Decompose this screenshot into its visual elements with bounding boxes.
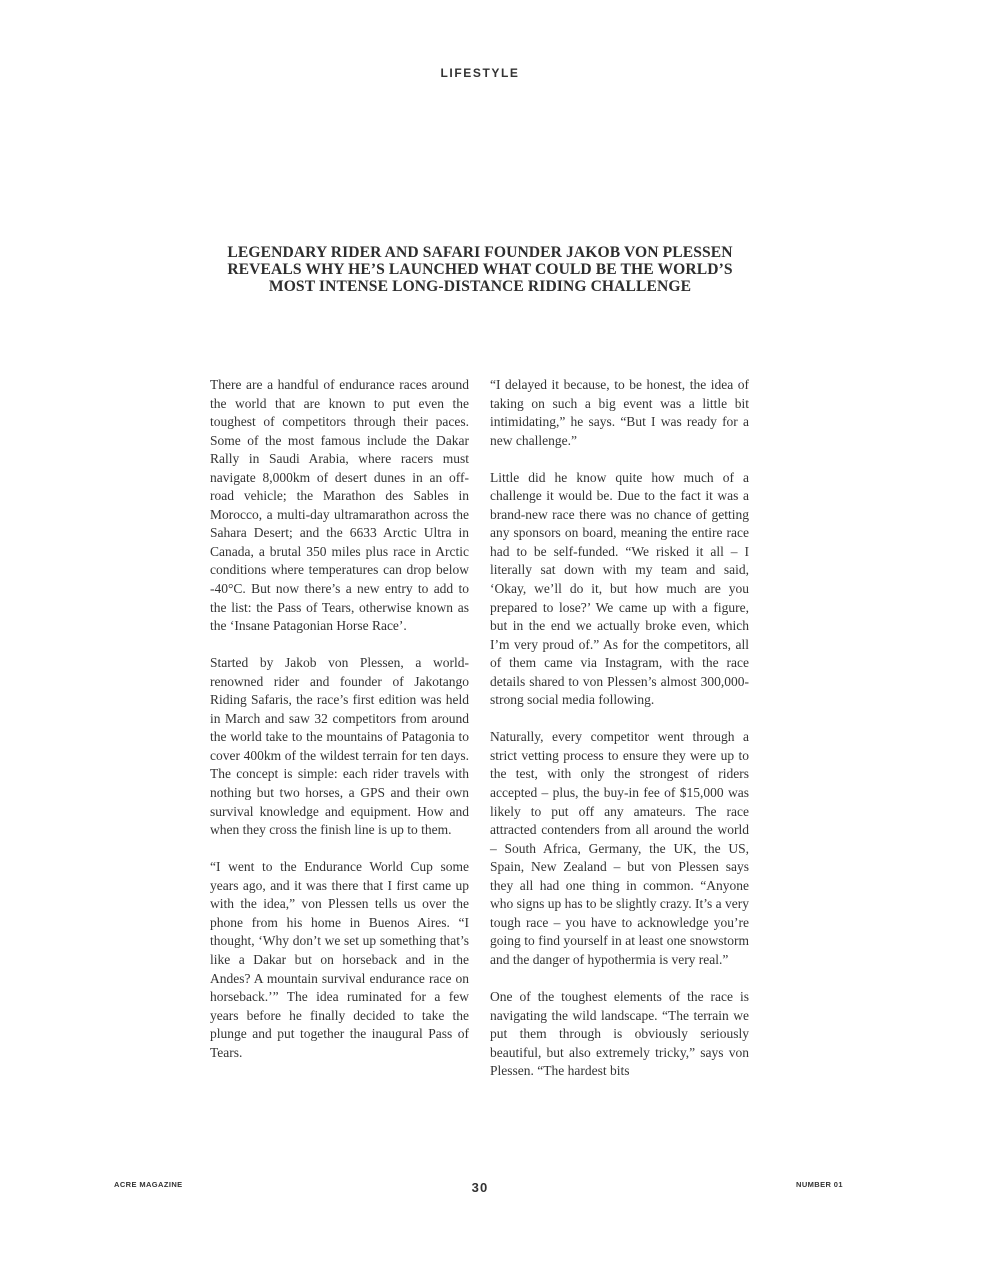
article-paragraph: “I went to the Endurance World Cup some years ago, and it was there that I first came up with the idea,” von Plessen tells us over the phone from his home in Buenos Aires. “I thought, ‘Why don’t we set up something that’s like a Dakar but on horseback and in the Andes? A mountain survival endurance race on horseback.’” The idea ruminated for a few years before he finally decided to take the plunge and put together the inaugural Pass of Tears.: [210, 859, 469, 1060]
standfirst-line-3: MOST INTENSE LONG-DISTANCE RIDING CHALLENGE: [268, 278, 692, 295]
section-label: LIFESTYLE: [440, 66, 520, 80]
article-paragraph: Started by Jakob von Plessen, a world-renowned rider and founder of Jakotango Riding Safaris, the race’s first edition was held in March and saw 32 competitors from around the world take to the mountains of Patagonia to cover 400km of the wildest terrain for ten days. The concept is simple: each rider travels with nothing but two horses, a GPS and their own survival knowledge and equipment. How and when they cross the finish line is up to them.: [210, 655, 469, 838]
article-paragraph: One of the toughest elements of the race is navigating the wild landscape. “The terrain we put them through is obviously seriously beautiful, but also extremely tricky,” says von Plessen. “The hardest bits: [490, 989, 749, 1079]
footer-publication-name: ACRE MAGAZINE: [114, 1180, 183, 1189]
footer-issue-number: NUMBER 01: [796, 1180, 843, 1189]
article-standfirst: [200, 244, 760, 295]
page-number: 30: [471, 1180, 489, 1195]
standfirst-line-2: REVEALS WHY HE’S LAUNCHED WHAT COULD BE THE WORLD’S: [227, 261, 733, 278]
article-column-right: [490, 376, 749, 1081]
article-paragraph: “I delayed it because, to be honest, the idea of taking on such a big event was a little bit intimidating,” he says. “But I was ready for a new challenge.”: [490, 377, 749, 448]
article-paragraph: Naturally, every competitor went through a strict vetting process to ensure they were up to the test, with only the strongest of riders accepted – plus, the buy-in fee of $15,000 was likely to put off any amateurs. The race attracted contenders from all around the world – South Africa, Germany, the UK, the US, Spain, New Zealand – but von Plessen says they all had one thing in common. “Anyone who signs up has to be slightly crazy. It’s a very tough race – you have to acknowledge you’re going to find yourself in at least one snowstorm and the danger of hypothermia is very real.”: [490, 729, 749, 967]
article-column-left: [210, 376, 469, 1062]
article-paragraph: Little did he know quite how much of a challenge it would be. Due to the fact it was a brand-new race there was no chance of getting any sponsors on board, meaning the entire race had to be self-funded. “We risked it all – I literally sat down with my team and said, ‘Okay, we’ll do it, but how much are you prepared to lose?’ We came up with a figure, but in the end we actually broke even, which I’m very proud of.” As for the competitors, all of them came via Instagram, with the race details shared to von Plessen’s almost 300,000-strong social media following.: [490, 469, 749, 708]
article-paragraph: There are a handful of endurance races around the world that are known to put even the toughest of competitors through their paces. Some of the most famous include the Dakar Rally in Saudi Arabia, where racers must navigate 8,000km of desert dunes in an off-road vehicle; the Marathon des Sables in Morocco, a multi-day ultramarathon across the Sahara Desert; and the 6633 Arctic Ultra in Canada, a brutal 350 miles plus race in Arctic conditions where temperatures can drop below -40°C. But now there’s a new entry to add to the list: the Pass of Tears, otherwise known as the ‘Insane Patagonian Horse Race’.: [210, 377, 469, 634]
standfirst-line-1: LEGENDARY RIDER AND SAFARI FOUNDER JAKOB VON PLESSEN: [227, 244, 733, 261]
